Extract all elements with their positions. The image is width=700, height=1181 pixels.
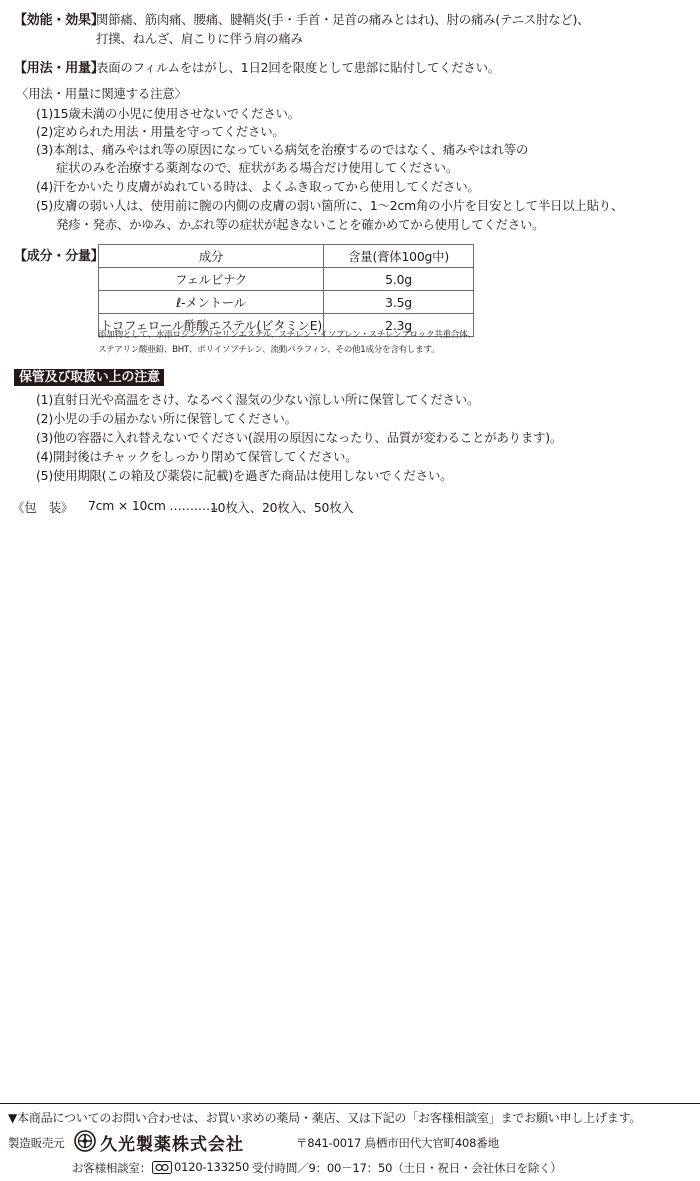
usage-text: 表面のフィルムをはがし、1日2回を限度として患部に貼付してください。 [96, 60, 500, 75]
precaution-item-3-line1: (3)本剤は、痛みやはれ等の原因になっている病気を治療するのではなく、痛みやはれ等の [36, 142, 529, 157]
footer-divider [0, 1103, 700, 1104]
storage-item-5: (5)使用期限(この箱及び薬袋に記載)を過ぎた商品は使用しないでください。 [36, 468, 453, 483]
storage-item-1: (1)直射日光や高温をさけ、なるべく湿気の少ない涼しい所に保管してください。 [36, 392, 480, 407]
ingredients-table [98, 244, 474, 337]
ingredient-amount: 5.0g [324, 268, 474, 291]
usage-header: 【用法・用量】 [14, 61, 104, 76]
precaution-item-1: (1)15歳未満の小児に使用させないでください。 [36, 106, 300, 121]
ingredient-name: フェルビナク [99, 268, 324, 291]
storage-item-2: (2)小児の手の届かない所に保管してください。 [36, 411, 297, 426]
precautions-header: 〈用法・用量に関連する注意〉 [16, 86, 187, 101]
efficacy-text-line1: 関節痛、筋肉痛、腰痛、腱鞘炎(手・手首・足首の痛みとはれ)、肘の痛み(テニス肘など)、 [96, 12, 590, 27]
consult-label: お客様相談室： [72, 1161, 152, 1175]
package-size: 7cm × 10cm ………… [88, 498, 219, 513]
storage-item-4: (4)開封後はチャックをしっかり閉めて保管してください。 [36, 449, 358, 464]
precaution-item-2: (2)定められた用法・用量を守ってください。 [36, 124, 285, 139]
efficacy-header: 【効能・効果】 [14, 13, 104, 28]
package-counts: 10枚入、20枚入、50枚入 [210, 500, 354, 515]
company-address: 〒841-0017 鳥栖市田代大官町408番地 [296, 1136, 499, 1150]
efficacy-text-line2: 打撲、ねんざ、肩こりに伴う肩の痛み [96, 31, 303, 46]
additives-line1: 添加物として、水添ロジングリセリンエステル、スチレン・イソプレン・スチレンブロック共重合体、 [98, 330, 476, 340]
ingredient-amount: 3.5g [324, 291, 474, 314]
reception-hours: 受付時間／9：00－17：50（土日・祝日・会社休日を除く） [252, 1161, 562, 1175]
table-row [99, 268, 474, 291]
ingredient-amount: 2.3g [324, 314, 474, 337]
inquiry-notice: ▼本商品についてのお問い合わせは、お買い求めの薬局・薬店、又は下記の「お客様相談室」までお願い申し上げます。 [8, 1111, 642, 1125]
storage-header: 保管及び取扱い上の注意 [14, 369, 164, 386]
company-logo-icon [74, 1130, 96, 1152]
storage-item-3: (3)他の容器に入れ替えないでください(誤用の原因になったり、品質が変わることがあります)。 [36, 430, 563, 445]
ingredients-header: 【成分・分量】 [14, 249, 104, 264]
company-name: 久光製薬株式会社 [100, 1135, 244, 1155]
precaution-item-5-line2: 発疹・発赤、かゆみ、かぶれ等の症状が起きないことを確かめてから使用してください。 [56, 217, 545, 232]
maker-label: 製造販売元 [8, 1136, 65, 1150]
precaution-item-4: (4)汗をかいたり皮膚がぬれている時は、よくふき取ってから使用してください。 [36, 179, 480, 194]
column-header-ingredient: 成分 [99, 245, 324, 268]
precaution-item-5-line1: (5)皮膚の弱い人は、使用前に腕の内側の皮膚の弱い箇所に、1～2cm角の小片を目安として半日以上貼り、 [36, 198, 624, 213]
freedial-number: 0120-133250 [174, 1160, 250, 1174]
package-header: 《包 装》 [12, 500, 73, 515]
precaution-item-3-line2: 症状のみを治療する薬剤なので、症状がある場合だけ使用してください。 [56, 160, 459, 175]
freedial-icon [152, 1161, 172, 1174]
ingredient-name: トコフェロール酢酸エステル(ビタミンE) [99, 314, 324, 337]
table-row [99, 291, 474, 314]
table-header-row [99, 245, 474, 268]
column-header-amount: 含量(膏体100g中) [324, 245, 474, 268]
additives-line2: ステアリン酸亜鉛、BHT、ポリイソブチレン、流動パラフィン、その他1成分を含有します。 [98, 345, 440, 355]
ingredient-name: ℓ-メントール [99, 291, 324, 314]
